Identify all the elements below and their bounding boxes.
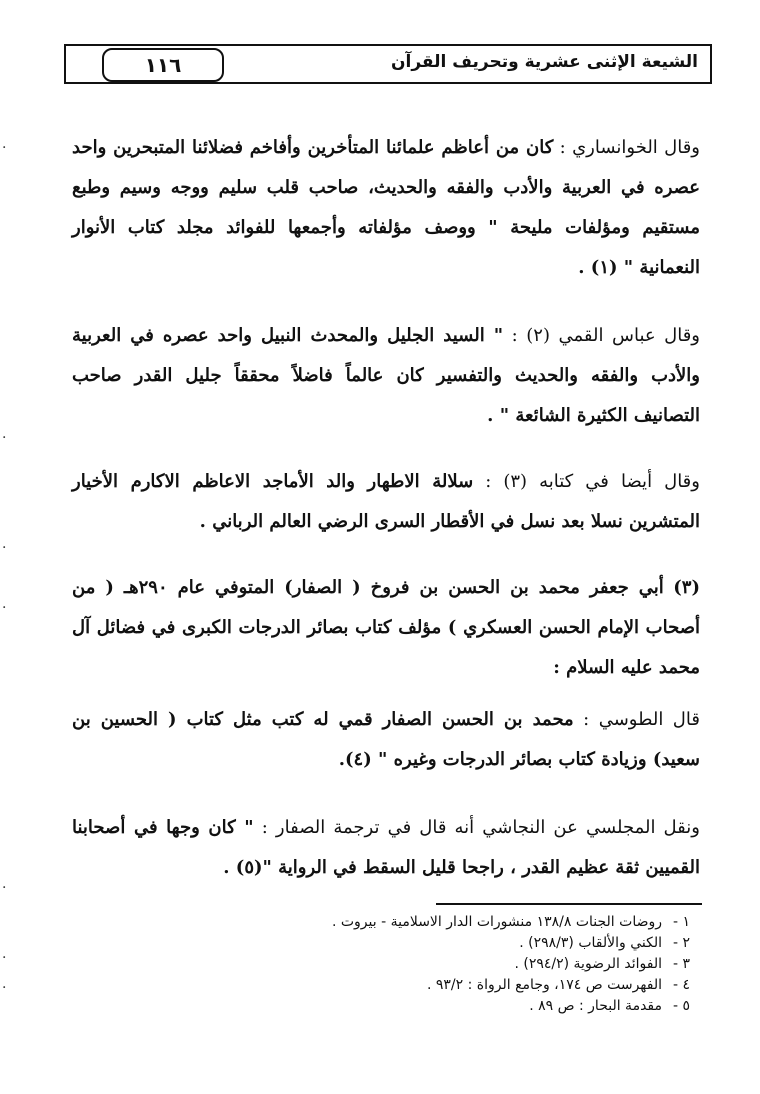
- margin-mark: ·: [2, 430, 7, 446]
- paragraph-text: " السيد الجليل والمحدث النبيل واحد عصره في العربية والأدب والفقه والحديث والتفسير كان عالماً فاضلاً محققاً جليل القدر صاحب التصانيف الكثيرة الشائعة " .: [72, 325, 700, 426]
- footnote: ٢ -الكني والألقاب (٢٩٨/٣) .: [519, 935, 690, 951]
- footnote: ٣ -الفوائد الرضوية (٢٩٤/٢) .: [514, 956, 690, 972]
- margin-mark: ·: [2, 600, 7, 616]
- footnote: ٤ -الفهرست ص ١٧٤، وجامع الرواة : ٩٣/٢ .: [426, 977, 690, 993]
- paragraph-lead: وقال الخوانساري :: [559, 137, 700, 158]
- paragraph-text: محمد بن الحسن الصفار قمي له كتب مثل كتاب ( الحسين بن سعيد) وزيادة كتاب بصائر الدرجات وغيره " (٤).: [72, 709, 700, 770]
- margin-mark: ·: [2, 540, 7, 556]
- paragraph-6: [72, 808, 700, 888]
- paragraph-3: [72, 462, 700, 542]
- paragraph-text: كان من أعاظم علمائنا المتأخرين وأفاخم فضلائنا المتبحرين واحد عصره في العربية والأدب والفقه والحديث، صاحب قلب سليم ووجه وسيم وطبع مستقيم ومؤلفات مليحة " ووصف مؤلفاته وأجمعها للفوائد مجلد كتاب الأنوار النعمانية " (١) .: [72, 137, 700, 278]
- paragraph-text: أبي جعفر محمد بن الحسن بن فروخ ( الصفار) المتوفي عام ٢٩٠هـ ( من أصحاب الإمام الحسن العسكري ) مؤلف كتاب بصائر الدرجات الكبرى في فضائل آل محمد عليه السلام :: [72, 577, 700, 678]
- paragraph-2: [72, 316, 700, 436]
- paragraph-5: [72, 700, 700, 780]
- paragraph-4: [72, 568, 700, 688]
- page-header: [64, 44, 712, 84]
- paragraph-lead: (٣): [673, 577, 700, 598]
- paragraph-1: [72, 128, 700, 288]
- margin-mark: ·: [2, 140, 7, 156]
- margin-mark: ·: [2, 880, 7, 896]
- paragraph-lead: وقال أيضا في كتابه (٣) :: [485, 471, 700, 492]
- footnotes: [150, 912, 690, 1017]
- margin-mark: ·: [2, 980, 7, 996]
- paragraph-text: " كان وجها في أصحابنا القميين ثقة عظيم القدر ، راجحا قليل السقط في الرواية "(٥) .: [72, 817, 700, 878]
- page-number: ١١٦: [102, 48, 224, 82]
- paragraph-lead: وقال عباس القمي (٢) :: [511, 325, 700, 346]
- footnote: ١ -روضات الجنات ١٣٨/٨ منشورات الدار الاسلامية - بيروت .: [331, 914, 690, 930]
- footnote-divider: [436, 903, 702, 905]
- paragraph-lead: قال الطوسي :: [583, 709, 700, 730]
- margin-mark: ·: [2, 950, 7, 966]
- footnote: ٥ -مقدمة البحار : ص ٨٩ .: [529, 998, 690, 1014]
- paragraph-text: سلالة الاطهار والد الأماجد الاعاظم الاكارم الأخيار المتشرين نسلا بعد نسل في الأقطار السرى الرضي العالم الرباني .: [72, 471, 700, 532]
- paragraph-lead: ونقل المجلسي عن النجاشي أنه قال في ترجمة الصفار :: [261, 817, 700, 838]
- book-title: الشيعة الإثنى عشرية وتحريف القرآن: [391, 52, 698, 72]
